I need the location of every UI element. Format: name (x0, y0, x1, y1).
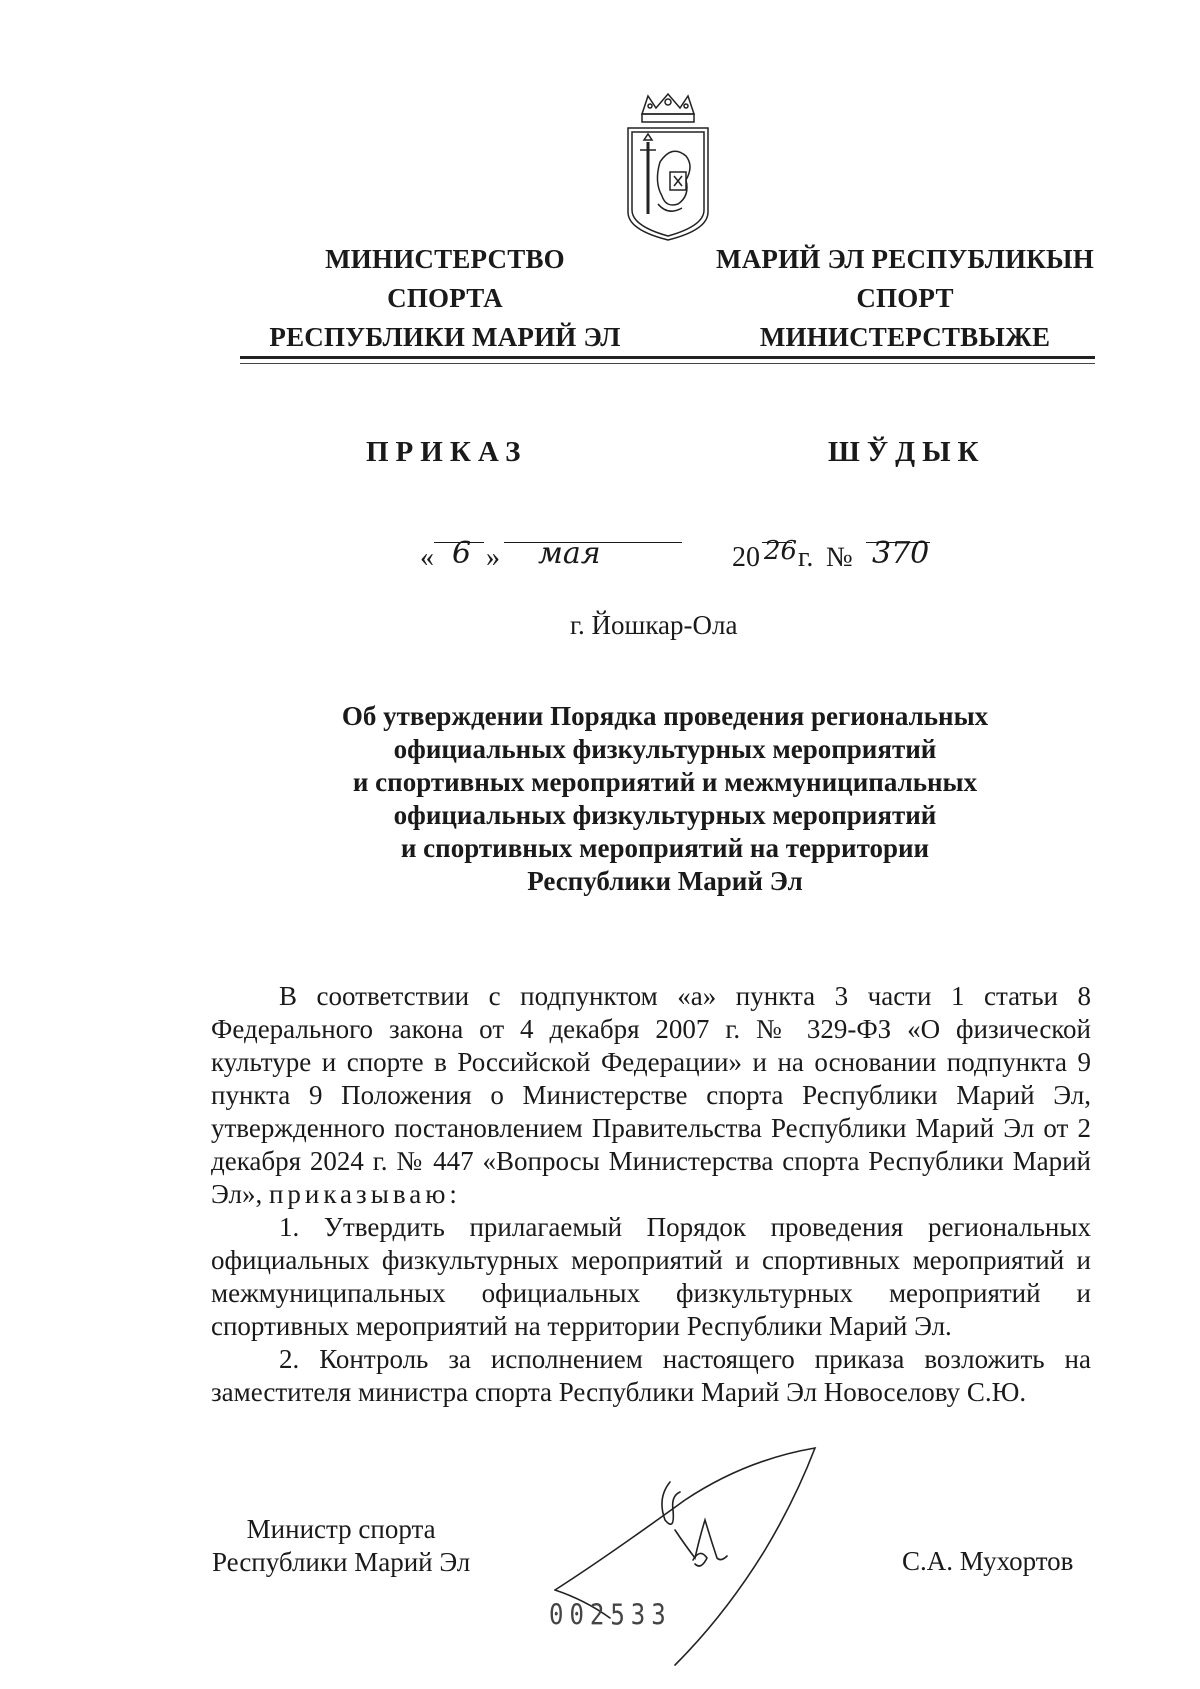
close-quote: » (486, 542, 500, 573)
doc-type-russian: ПРИКАЗ (366, 436, 528, 468)
year-suffix: 26 (764, 536, 798, 566)
title-line: и спортивных мероприятий на территории (400, 833, 930, 863)
header-divider-thin (240, 363, 1095, 364)
ministry-name-line: МАРИЙ ЭЛ РЕСПУБЛИКЫН (716, 244, 1094, 274)
order-word: приказываю: (268, 1179, 461, 1209)
order-number: 370 (872, 536, 930, 571)
ministry-name-line: СПОРТ (856, 283, 954, 313)
ministry-name-line: МИНИСТЕРСТВЫЖЕ (759, 322, 1051, 352)
coat-of-arms-icon (620, 92, 716, 242)
city: г. Йошкар-Ола (570, 610, 738, 640)
preamble-paragraph (211, 980, 1091, 1211)
order-body (211, 980, 1091, 1409)
order-title (250, 700, 1080, 898)
number-sign: № (826, 542, 853, 573)
position-line: Министр спорта (246, 1514, 436, 1544)
title-line: и спортивных мероприятий и межмуниципальных (352, 767, 978, 797)
title-line: Об утверждении Порядка проведения региональных (341, 701, 989, 731)
item-2: 2. Контроль за исполнением настоящего приказа возложить на заместителя министра спорта Республики Марий Эл Новоселову С.Ю. (211, 1344, 1091, 1407)
signatory-name: С.А. Мухортов (902, 1546, 1074, 1576)
ministry-name-line: РЕСПУБЛИКИ МАРИЙ ЭЛ (269, 322, 621, 352)
form-serial-number: 002533 (549, 1598, 672, 1632)
title-line: официальных физкультурных мероприятий (393, 800, 937, 830)
signatory-position (212, 1513, 470, 1579)
order-date-number (420, 536, 940, 586)
year-mark: г. (798, 542, 814, 573)
ministry-name-russian (255, 240, 635, 357)
item-1: 1. Утвердить прилагаемый Порядок проведения региональных официальных физкультурных мероприятий и спортивных мероприятий и межмуниципальных официальных физкультурных мероприятий и спортивных мероприятий на территории Республики Марий Эл. (211, 1212, 1091, 1341)
doc-type-mari: ШЎДЫК (828, 436, 986, 468)
header-divider (240, 356, 1095, 359)
title-line: Республики Марий Эл (527, 866, 803, 896)
order-day: 6 (452, 536, 472, 571)
open-quote: « (420, 542, 434, 573)
year-prefix: 20 (732, 542, 760, 573)
ministry-name-line: МИНИСТЕРСТВО (325, 244, 565, 274)
title-line: официальных физкультурных мероприятий (393, 734, 937, 764)
order-month: мая (538, 536, 601, 571)
handwritten-signature (525, 1440, 835, 1670)
ministry-name-line: СПОРТА (387, 283, 503, 313)
ministry-name-mari (700, 240, 1110, 357)
preamble-text: В соответствии с подпунктом «а» пункта 3 части 1 статьи 8 Федерального закона от 4 декабря 2007 г. № 329-ФЗ «О физической культуре и спорте в Российской Федерации» и на основании подпункта 9 пункта 9 Положения о Министерстве спорта Республики Марий Эл, утвержденного постановлением Правительства Республики Марий Эл от 2 декабря 2024 г. № 447 «Вопросы Министерства спорта Республики Марий Эл», (211, 981, 1091, 1209)
position-line: Республики Марий Эл (212, 1547, 471, 1577)
